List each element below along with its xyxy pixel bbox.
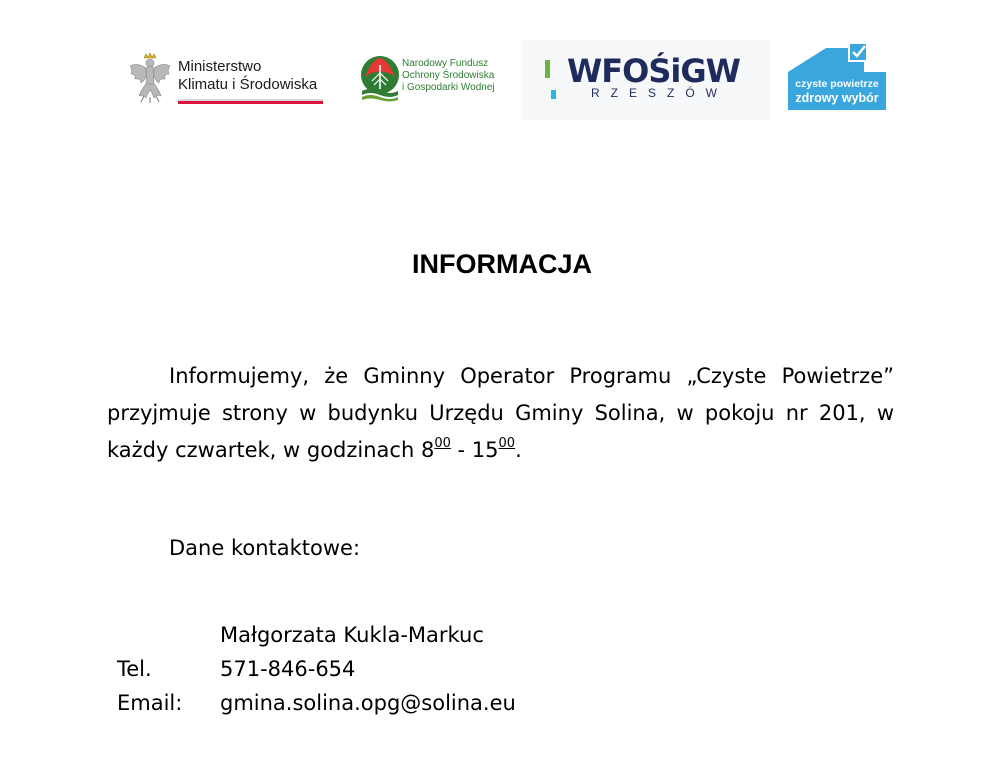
- contacts-heading: Dane kontaktowe:: [169, 536, 361, 560]
- ministry-logo: [127, 52, 327, 108]
- hour-start-minutes: 00: [434, 436, 451, 451]
- tree-icon: [360, 55, 400, 103]
- ministry-name-line1: Ministerstwo: [178, 58, 262, 75]
- nfosigw-line2: Ochrony Środowiska: [402, 70, 495, 81]
- wfosigw-logo: [521, 40, 771, 120]
- document-title: INFORMACJA: [412, 249, 592, 279]
- email-address: gmina.solina.opg@solina.eu: [220, 691, 516, 715]
- phone-label: Tel.: [117, 657, 152, 681]
- polish-eagle-icon: [127, 52, 173, 104]
- ministry-name-line2: Klimatu i Środowiska: [178, 76, 318, 93]
- nfosigw-line3: i Gospodarki Wodnej: [402, 82, 495, 93]
- cp-line2: zdrowy wybór: [795, 91, 879, 105]
- wfosigw-title: WFOŚiGW: [567, 52, 740, 90]
- czyste-powietrze-logo: [786, 42, 888, 112]
- nfosigw-logo: [360, 55, 510, 105]
- info-paragraph: [107, 358, 894, 469]
- hour-end-minutes: 00: [498, 436, 516, 451]
- hour-separator: - 15: [450, 438, 499, 462]
- blue-bar-mark: [551, 90, 556, 99]
- phone-number: 571-846-654: [220, 657, 356, 681]
- paragraph-ending: .: [515, 438, 522, 462]
- paragraph-text: Informujemy, że Gminny Operator Programu „Czyste Powietrze” przyjmuje strony w budynku Urzędu Gminy Solina, w pokoju nr 201, w każdy czwartek, w godzinach 8: [107, 364, 894, 462]
- green-bar-mark: [545, 60, 550, 78]
- nfosigw-line1: Narodowy Fundusz: [402, 58, 489, 69]
- contact-person-name: Małgorzata Kukla-Markuc: [220, 623, 484, 647]
- flag-stripe: [178, 99, 323, 104]
- email-label: Email:: [117, 691, 183, 715]
- nfosigw-name: [402, 58, 495, 94]
- wfosigw-subtitle: RZESZÓW: [591, 86, 728, 100]
- cp-line1: czyste powietrze: [795, 78, 879, 90]
